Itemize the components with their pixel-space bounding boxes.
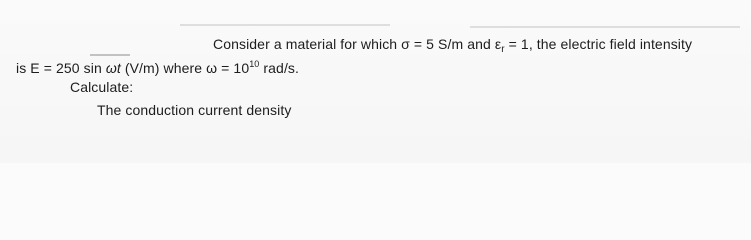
calculate-heading: Calculate: [70, 79, 134, 95]
problem-line-2-text-c: rad/s. [259, 60, 300, 76]
problem-line-1-text-a: Consider a material for which σ = 5 S/m and ε [213, 36, 502, 52]
frequency-exponent: 10 [249, 59, 260, 69]
problem-line-2-text-b: (V/m) where ω = 10 [120, 60, 250, 76]
problem-line-2-text-a: is E = 250 sin [16, 60, 106, 76]
problem-line-1-text-b: = 1, the electric field intensity [504, 36, 693, 52]
scan-artifact [180, 24, 390, 26]
scan-artifact [470, 26, 740, 28]
problem-line-2 [16, 55, 299, 77]
question-conduction-current-density: The conduction current density [97, 102, 292, 118]
epsilon-subscript-r: r [501, 44, 505, 55]
omega-t: ωt [105, 60, 121, 76]
